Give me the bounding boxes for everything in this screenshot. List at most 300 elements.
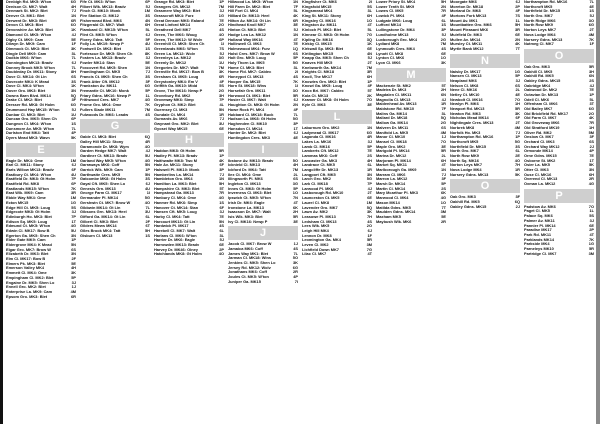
- street-name: Gifford Ga. MK14: Gt Lin: [80, 214, 126, 219]
- street-name: Maidenhead Av. MK13: [376, 102, 417, 107]
- grid-reference: 4P: [589, 149, 594, 154]
- grid-reference: 3N: [71, 252, 76, 257]
- street-name: Ilex Ct. MK4: Ome: [228, 172, 262, 177]
- street-name: Old Bailey MK7: [524, 107, 553, 112]
- grid-reference: 4L: [219, 103, 224, 108]
- street-name: Greystonley MK4: Em V: [154, 79, 198, 84]
- grid-reference: 2O: [218, 23, 224, 28]
- street-name: Marjoram Pl. MK14: [376, 158, 411, 163]
- grid-reference: 2I: [368, 0, 372, 4]
- grid-reference: 5R: [515, 107, 520, 112]
- grid-reference: 5S: [589, 214, 594, 219]
- index-entry: [376, 220, 446, 225]
- grid-reference: 5J: [293, 28, 298, 33]
- street-name: Edison Sq. MK5: Loug: [6, 219, 48, 224]
- street-name: Halswell Pl. MK10: Monk: [154, 168, 200, 172]
- street-name: Dunbar Cl. MK3: Blet: [6, 112, 45, 117]
- grid-reference: 2L: [441, 153, 446, 158]
- street-name: Orne Gdns. MK15: [524, 153, 557, 158]
- street-name: Harrier Dr. MK6: Eagle: [154, 238, 196, 243]
- grid-reference: 7P: [71, 177, 76, 182]
- grid-reference: 1T: [589, 158, 594, 163]
- street-name: Osborne St. MK2: [524, 158, 556, 163]
- grid-reference: 6H: [589, 172, 594, 177]
- grid-reference: 6J: [293, 131, 298, 136]
- grid-reference: 2N: [293, 103, 298, 108]
- street-name: Pannier Pl. MK14: [524, 223, 556, 228]
- street-name: Nicholas Mead MK14: [450, 116, 489, 121]
- street-name: Jacob Cl. MK7: Brow W: [228, 242, 272, 247]
- street-name: Edge Hill Ct. MK5: Loug: [6, 205, 51, 210]
- grid-reference: 1O: [292, 191, 298, 196]
- grid-reference: 6G: [588, 107, 594, 112]
- street-name: Green, The MK12: W Wolv: [154, 37, 203, 42]
- grid-reference: 1O: [440, 56, 446, 61]
- grid-reference: 1P: [219, 153, 224, 158]
- letter-header: J: [228, 226, 298, 240]
- grid-reference: 4M: [588, 32, 594, 37]
- street-name: Hanmer Rd. MK6: Simp: [154, 200, 198, 205]
- grid-reference: 3L: [441, 111, 446, 116]
- street-name: Inverness Cl. MK3: Blet: [228, 191, 272, 196]
- street-name: Oakwood Dr. MK2: [524, 88, 558, 93]
- grid-reference: 2T: [589, 28, 594, 33]
- street-name: Joules Ct. MK5: W'ton: [228, 275, 269, 280]
- grid-reference: 1G: [70, 200, 76, 205]
- street-name: Drummond Hay MK15: W'ton: [6, 107, 60, 112]
- street-name: Horn St. MK18: Wins: [228, 84, 267, 89]
- grid-reference: 7P: [71, 214, 76, 219]
- grid-reference: 6J: [71, 163, 76, 168]
- grid-reference: 1P: [515, 135, 520, 140]
- street-name: Orchard Cl. MK3: [524, 139, 555, 144]
- grid-reference: 3K: [71, 46, 76, 51]
- street-name: Newton Rd. MK3: [450, 111, 481, 116]
- street-name: Malvern Dr. MK11: [376, 125, 409, 130]
- street-name: Hambleton Gro. MK4: [154, 177, 193, 182]
- street-name: Garraways MK6: Coff: [80, 163, 120, 168]
- index-entry: [302, 252, 372, 257]
- street-name: Filbert Wlk. MK13: Bradv: [80, 4, 126, 9]
- grid-reference: 6K: [293, 205, 298, 210]
- street-name: Ennell Gro. MK2: Blet: [6, 285, 46, 290]
- street-name: Dungeon Cl. MK4: W'ton: [6, 121, 52, 126]
- grid-reference: 7P: [367, 182, 372, 187]
- street-name: Jarman Cl. MK18: Wins: [228, 256, 271, 261]
- street-name: Horsefair Grn. MK11: [228, 89, 266, 94]
- grid-reference: 4M: [440, 130, 446, 135]
- grid-reference: 5E: [441, 214, 446, 219]
- street-name: Nelson Cl. MK8: [450, 83, 479, 88]
- grid-reference: 7I: [294, 279, 298, 284]
- grid-reference: 3O: [292, 89, 298, 94]
- street-name: Northfield Dr. MK15: [450, 144, 487, 149]
- street-name: Mortons Fork MK13: [450, 14, 487, 19]
- street-name: Germander Pl. MK14: [80, 196, 119, 201]
- grid-reference: 3R: [515, 28, 520, 33]
- grid-reference: 5N: [145, 172, 150, 177]
- street-name: Mackenzie St. MK2: [376, 83, 411, 88]
- grid-reference: 7L: [293, 251, 298, 256]
- grid-reference: 1I: [294, 84, 298, 89]
- street-name: Ormonde MK14: [524, 149, 553, 154]
- grid-reference: 3J: [71, 210, 76, 215]
- street-name: Gyosei Way MK15: [154, 126, 188, 131]
- street-name: Jersey Rd. MK12: Wolv: [228, 265, 271, 270]
- street-name: Oxman La. MK12: [524, 182, 556, 187]
- grid-reference: 3J: [367, 139, 372, 144]
- grid-reference: 1S: [145, 46, 150, 51]
- grid-reference: 6F: [71, 168, 76, 172]
- street-name: Holmewood MK4: Furz: [228, 46, 270, 51]
- street-name: Lagonda Cl. MK16: [302, 135, 336, 140]
- street-name: Ouse Cl. MK16: [524, 172, 552, 177]
- index-entry: [450, 205, 520, 210]
- street-name: Gresham Ct. MK5: Loug: [154, 75, 199, 79]
- street-name: Holt Gro. MK5: Loug: [228, 56, 266, 61]
- street-name: Eagle Dr. MK4: Ome: [6, 158, 43, 163]
- street-name: Hosier Cl. MK7: Walt: [228, 98, 266, 103]
- index-column: [6, 0, 76, 424]
- grid-reference: 3P: [293, 121, 298, 126]
- street-name: Lower Priory St. MK4: [376, 0, 416, 4]
- grid-reference: 6H: [441, 158, 446, 163]
- street-name: Doubleday Dr. MK11: Stony: [6, 70, 57, 75]
- street-name: Nursery Gdns. MK13: [524, 37, 563, 42]
- street-name: Hooper Ga. MK15: [228, 79, 261, 84]
- grid-reference: 2T: [367, 60, 372, 65]
- grid-reference: 2H: [293, 210, 298, 215]
- grid-reference: 5G: [514, 139, 520, 144]
- street-name: Hill Fort Cl. MK4: [228, 9, 259, 14]
- grid-reference: 4F: [515, 9, 520, 14]
- street-name: Frithwood Cres. MK7: [80, 98, 119, 103]
- street-name: Magdalen Cl. MK11: [376, 93, 412, 97]
- street-name: Laburnum Gro. MK2: [302, 125, 340, 130]
- grid-reference: 4F: [293, 107, 298, 112]
- street-name: Northfield Dr. MK15: [524, 9, 561, 14]
- grid-reference: 3K: [515, 111, 520, 116]
- street-name: Osier La. MK5: [524, 163, 550, 168]
- street-name: Jamaica MK6: Coff: [228, 246, 263, 251]
- grid-reference: 1F: [367, 233, 372, 238]
- street-name: Dingle Dell MK9: Cam: [6, 51, 47, 56]
- street-name: Ecton MK15: [6, 200, 29, 205]
- grid-reference: 7M: [218, 4, 224, 9]
- street-name: Holy Thorn La. MK5: [228, 60, 265, 65]
- street-name: Lammas MK6: Coff: [302, 153, 338, 158]
- street-name: Devon Cl. MK3: Blet: [6, 23, 43, 28]
- index-entry: [228, 280, 298, 285]
- grid-reference: 2R: [441, 219, 446, 224]
- street-name: Leven Cl. MK2: [302, 243, 329, 247]
- grid-reference: 5S: [71, 205, 76, 210]
- grid-reference: 7S: [515, 14, 520, 19]
- street-name: Kramer Ct. MK8: Gt Holm: [302, 98, 349, 103]
- street-name: Norton Leys MK7: [524, 28, 556, 33]
- index-column: [524, 0, 594, 424]
- street-name: Fosters La. MK13: Bradv: [80, 56, 126, 61]
- grid-reference: 3F: [441, 177, 446, 182]
- grid-reference: 4J: [441, 97, 446, 102]
- grid-reference: 1N: [219, 177, 224, 182]
- street-name: Giles Brook MK4: Tatt: [80, 228, 121, 233]
- grid-reference: 5P: [367, 144, 372, 149]
- street-name: Mullen Av. MK14: [450, 37, 481, 42]
- grid-reference: 3J: [515, 78, 520, 83]
- grid-reference: 2N: [515, 37, 520, 42]
- grid-reference: 1S: [441, 23, 446, 28]
- grid-reference: 7E: [219, 18, 224, 23]
- grid-reference: 4O: [144, 200, 150, 205]
- grid-reference: 1G: [218, 14, 224, 19]
- street-name: Norbrek MK8: [450, 125, 475, 130]
- street-name: Newlyn Pl. MK6: [450, 102, 479, 107]
- street-name: Holst Cres. MK7: Brow W: [228, 51, 275, 56]
- street-name: Hunter Dr. MK2: Blet: [228, 131, 266, 136]
- street-name: Kingfisher Ct. MK6: [302, 0, 337, 4]
- street-name: Gregories Dr. MK7: Walt: [154, 65, 199, 70]
- street-name: Dover Gro. MK3: Blet: [6, 89, 46, 94]
- index-entry: [6, 136, 76, 141]
- street-name: Ickford Dr. MK4: Tatt: [228, 168, 266, 172]
- grid-reference: 4G: [144, 98, 150, 103]
- street-name: Duncan Gro. MK5: Shen Ch: [6, 117, 57, 122]
- street-name: Mursley Ct. MK11: [450, 42, 483, 47]
- street-name: Hubbard Cl. MK18: Buck: [228, 112, 274, 117]
- street-name: Gryphon Ct. MK2: Blet: [154, 103, 196, 108]
- grid-reference: 5H: [219, 182, 224, 187]
- street-name: Engaine Dr. MK5: Shen Lo: [6, 280, 55, 285]
- grid-reference: 7O: [440, 139, 446, 144]
- grid-reference: 5L: [145, 28, 150, 33]
- grid-reference: 4J: [367, 186, 372, 191]
- street-name: Knoll, The MK17: [302, 75, 333, 79]
- grid-reference: 1F: [589, 42, 594, 47]
- street-name: Gershwin Ct. MK7: Brow W: [80, 200, 131, 205]
- street-name: Ludgate MK6: Loug: [376, 18, 413, 23]
- grid-reference: 2J: [515, 204, 520, 209]
- street-name: Nursery Gdns. MK13: [450, 172, 489, 177]
- index-column: [302, 0, 372, 424]
- street-name: Earl Cl. MK11: Stony: [6, 163, 44, 168]
- grid-reference: 5N: [219, 107, 224, 112]
- grid-reference: 3L: [367, 9, 372, 14]
- street-name: North Row MK9: [450, 153, 479, 158]
- street-name: Mallow Ga. MK14: [376, 121, 408, 126]
- grid-reference: 4J: [145, 149, 150, 154]
- letter-header: E: [6, 143, 76, 157]
- letter-header: O: [450, 179, 520, 193]
- street-name: Holland Way MK16: [228, 37, 263, 42]
- grid-reference: 1L: [515, 18, 520, 23]
- street-name: Moreton Dr. MK18: [450, 4, 484, 9]
- street-name: Houghton Ct. MK8: Gt Holm: [228, 103, 280, 108]
- street-name: Knowles Grn. MK2: Blet: [302, 79, 347, 84]
- grid-reference: 1J: [441, 135, 446, 140]
- letter-header: N: [450, 54, 520, 68]
- grid-reference: 1H: [515, 102, 520, 107]
- grid-reference: 4P: [293, 275, 298, 280]
- street-name: Lower Tenth St. MK9: [376, 4, 415, 9]
- page-edge-band: [0, 0, 3, 424]
- grid-reference: 2N: [441, 4, 446, 9]
- grid-reference: 7R: [441, 9, 446, 14]
- street-name: Morland Dr. MK8: [450, 9, 481, 14]
- grid-reference: 3L: [219, 233, 224, 238]
- street-name: Northcroft MK5: [450, 139, 479, 144]
- street-name: Eastlands MK15: W'ton: [6, 186, 49, 191]
- street-name: Neapland MK6: [450, 78, 477, 83]
- street-name: Harrowden MK13: Bradv: [154, 243, 200, 247]
- street-name: Kirkby Cl. MK15: [302, 42, 332, 47]
- street-name: Gibsons Grn. MK13: Heel: [80, 210, 127, 215]
- street-name: Jonathans MK6: Coff: [228, 270, 267, 275]
- street-name: Hanover Ct. MK14: Stan: [154, 205, 199, 210]
- street-name: Larch Gro. MK2: [302, 177, 331, 182]
- street-name: Flambard Cl. MK15: W'ton: [80, 28, 129, 33]
- street-name: Maulden Gdns. MK14: [376, 210, 416, 215]
- street-name: Framlingham Ct. MK5: [80, 70, 120, 75]
- grid-reference: 3N: [367, 172, 372, 177]
- grid-reference: 6J: [145, 32, 150, 37]
- grid-reference: 3U: [145, 210, 150, 215]
- grid-reference: 3G: [292, 182, 298, 187]
- grid-reference: 4K: [589, 116, 594, 121]
- grid-reference: 6E: [515, 32, 520, 37]
- street-name: Hardwick Pl. MK17: [154, 224, 189, 229]
- street-name: Kingsmead MK4: [302, 9, 333, 14]
- grid-reference: 5J: [219, 51, 224, 56]
- street-name: Knebworth Ga. MK14: [302, 65, 342, 70]
- grid-reference: 3N: [71, 89, 76, 94]
- street-name: Fortescue Dr. MK5: Shen Ch: [80, 51, 133, 56]
- index-column: [450, 0, 520, 424]
- grid-reference: 6P: [145, 0, 150, 4]
- street-name: Marlborough Ga. MK9: [376, 168, 417, 172]
- grid-reference: 5J: [441, 32, 446, 37]
- street-name: Frankston Av. MK11: [80, 84, 117, 89]
- street-name: Hansen Cft. MK5: Loug: [154, 210, 197, 215]
- street-name: Fullers Slade MK11: [80, 107, 116, 112]
- grid-reference: 3K: [441, 60, 446, 65]
- grid-reference: 1U: [71, 112, 76, 117]
- grid-reference: 1I: [220, 42, 224, 47]
- grid-reference: 2P: [589, 228, 594, 233]
- grid-reference: 6K: [441, 191, 446, 196]
- street-name: Mountbatten Gro. MK6: [450, 23, 492, 28]
- grid-reference: 3K: [219, 70, 224, 75]
- grid-reference: 6R: [219, 75, 224, 79]
- street-name: Lundholme MK13: [376, 32, 409, 37]
- street-name: Lark Cl. MK18: [302, 182, 328, 187]
- street-name: Guernsey Cl. MK3: [154, 107, 188, 112]
- street-name: Juniper Ga. MK15: [228, 279, 261, 284]
- grid-reference: 1O: [440, 200, 446, 205]
- street-name: Nova Lodge MK4: [450, 168, 482, 172]
- street-name: Kingsfold MK15: [302, 4, 332, 9]
- grid-reference: 5O: [292, 256, 298, 261]
- grid-reference: 4S: [219, 224, 224, 229]
- grid-reference: 4S: [293, 246, 298, 251]
- grid-reference: 1P: [589, 93, 594, 97]
- street-name: Newbolt Cl. MK16: [450, 97, 483, 102]
- grid-reference: 5U: [71, 228, 76, 233]
- street-name: Enterprise La. MK9: Cam: [6, 289, 53, 294]
- street-name: Lufford MK14: [376, 23, 402, 28]
- street-name: Denbigh Rd. MK5: W'ton: [6, 0, 52, 4]
- grid-reference: 4G: [440, 196, 446, 201]
- street-name: Kinloch Pl. MK2: Blet: [302, 28, 342, 33]
- grid-reference: 3J: [219, 9, 224, 14]
- grid-reference: 1M: [144, 9, 150, 14]
- grid-reference: 4T: [293, 200, 298, 205]
- street-name: Epsom Gro. MK3: Blet: [6, 294, 48, 299]
- grid-reference: 2J: [589, 144, 594, 149]
- street-name: Hunsdon Cl. MK14: [228, 126, 263, 131]
- grid-reference: 6P: [71, 117, 76, 122]
- grid-reference: 4O: [514, 158, 520, 163]
- grid-reference: 7J: [441, 172, 446, 177]
- grid-reference: 4O: [144, 144, 150, 149]
- grid-reference: 3P: [441, 28, 446, 33]
- grid-reference: 7M: [144, 107, 150, 112]
- grid-reference: 7O: [588, 204, 594, 209]
- street-name: Knaves Hill MK5: [302, 60, 333, 65]
- street-name: Irish Dr. MK6: Eagle: [228, 200, 265, 205]
- street-name: Isaacson Dr. MK7: Walt: [228, 210, 271, 215]
- grid-reference: 6G: [292, 265, 298, 270]
- grid-reference: 5K: [71, 135, 76, 140]
- street-name: North Gro. MK7: [524, 14, 553, 19]
- street-name: Northcroft MK5: [524, 4, 553, 9]
- grid-reference: 6P: [71, 182, 76, 187]
- grid-reference: 4F: [441, 14, 446, 19]
- grid-reference: 3K: [71, 271, 76, 276]
- street-name: Gibbwin MK14: Gt Lin: [80, 205, 121, 210]
- grid-reference: 1L: [145, 93, 150, 98]
- index-entry: [302, 103, 372, 108]
- street-name: Grasmere Way MK2: Blet: [154, 9, 201, 14]
- grid-reference: 5E: [71, 37, 76, 42]
- street-name: Lyon Cl. MK6: [376, 60, 401, 65]
- street-name: Nova Lodge MK4: [524, 32, 556, 37]
- street-name: Leasowe Pl. MK13: [302, 214, 336, 219]
- street-name: Nutmeg Cl. MK7: [524, 42, 554, 47]
- grid-reference: 7L: [71, 126, 76, 131]
- index-column: [228, 0, 298, 424]
- street-name: Orchard Way MK12: [524, 144, 560, 149]
- street-name: Howe Rock Pl. MK4: [228, 107, 265, 112]
- letter-header: I: [228, 143, 298, 157]
- grid-reference: 7R: [219, 191, 224, 196]
- street-name: Elm Cl. MK17: Bow B: [6, 257, 46, 262]
- street-name: Gilbert Cl. MK3: Blet: [80, 219, 118, 224]
- street-name: Isis Wlk. MK3: Blet: [228, 214, 263, 219]
- street-name: Hamberlins La. MK14: [154, 172, 194, 177]
- grid-reference: 5P: [145, 89, 150, 94]
- street-name: King St. MK11: Stony: [302, 14, 342, 19]
- street-name: Drake Cl. MK2: Blet: [6, 98, 42, 103]
- grid-reference: 2E: [515, 153, 520, 158]
- street-name: Lavender Gro. MK7: [302, 205, 338, 210]
- grid-reference: 3J: [145, 56, 150, 61]
- grid-reference: 3J: [71, 280, 76, 285]
- grid-reference: 3E: [441, 144, 446, 149]
- street-name: Lowick Pl. MK4: [376, 14, 405, 19]
- street-name: Donnington MK13: Bradv: [6, 60, 53, 65]
- grid-reference: 5R: [441, 149, 446, 154]
